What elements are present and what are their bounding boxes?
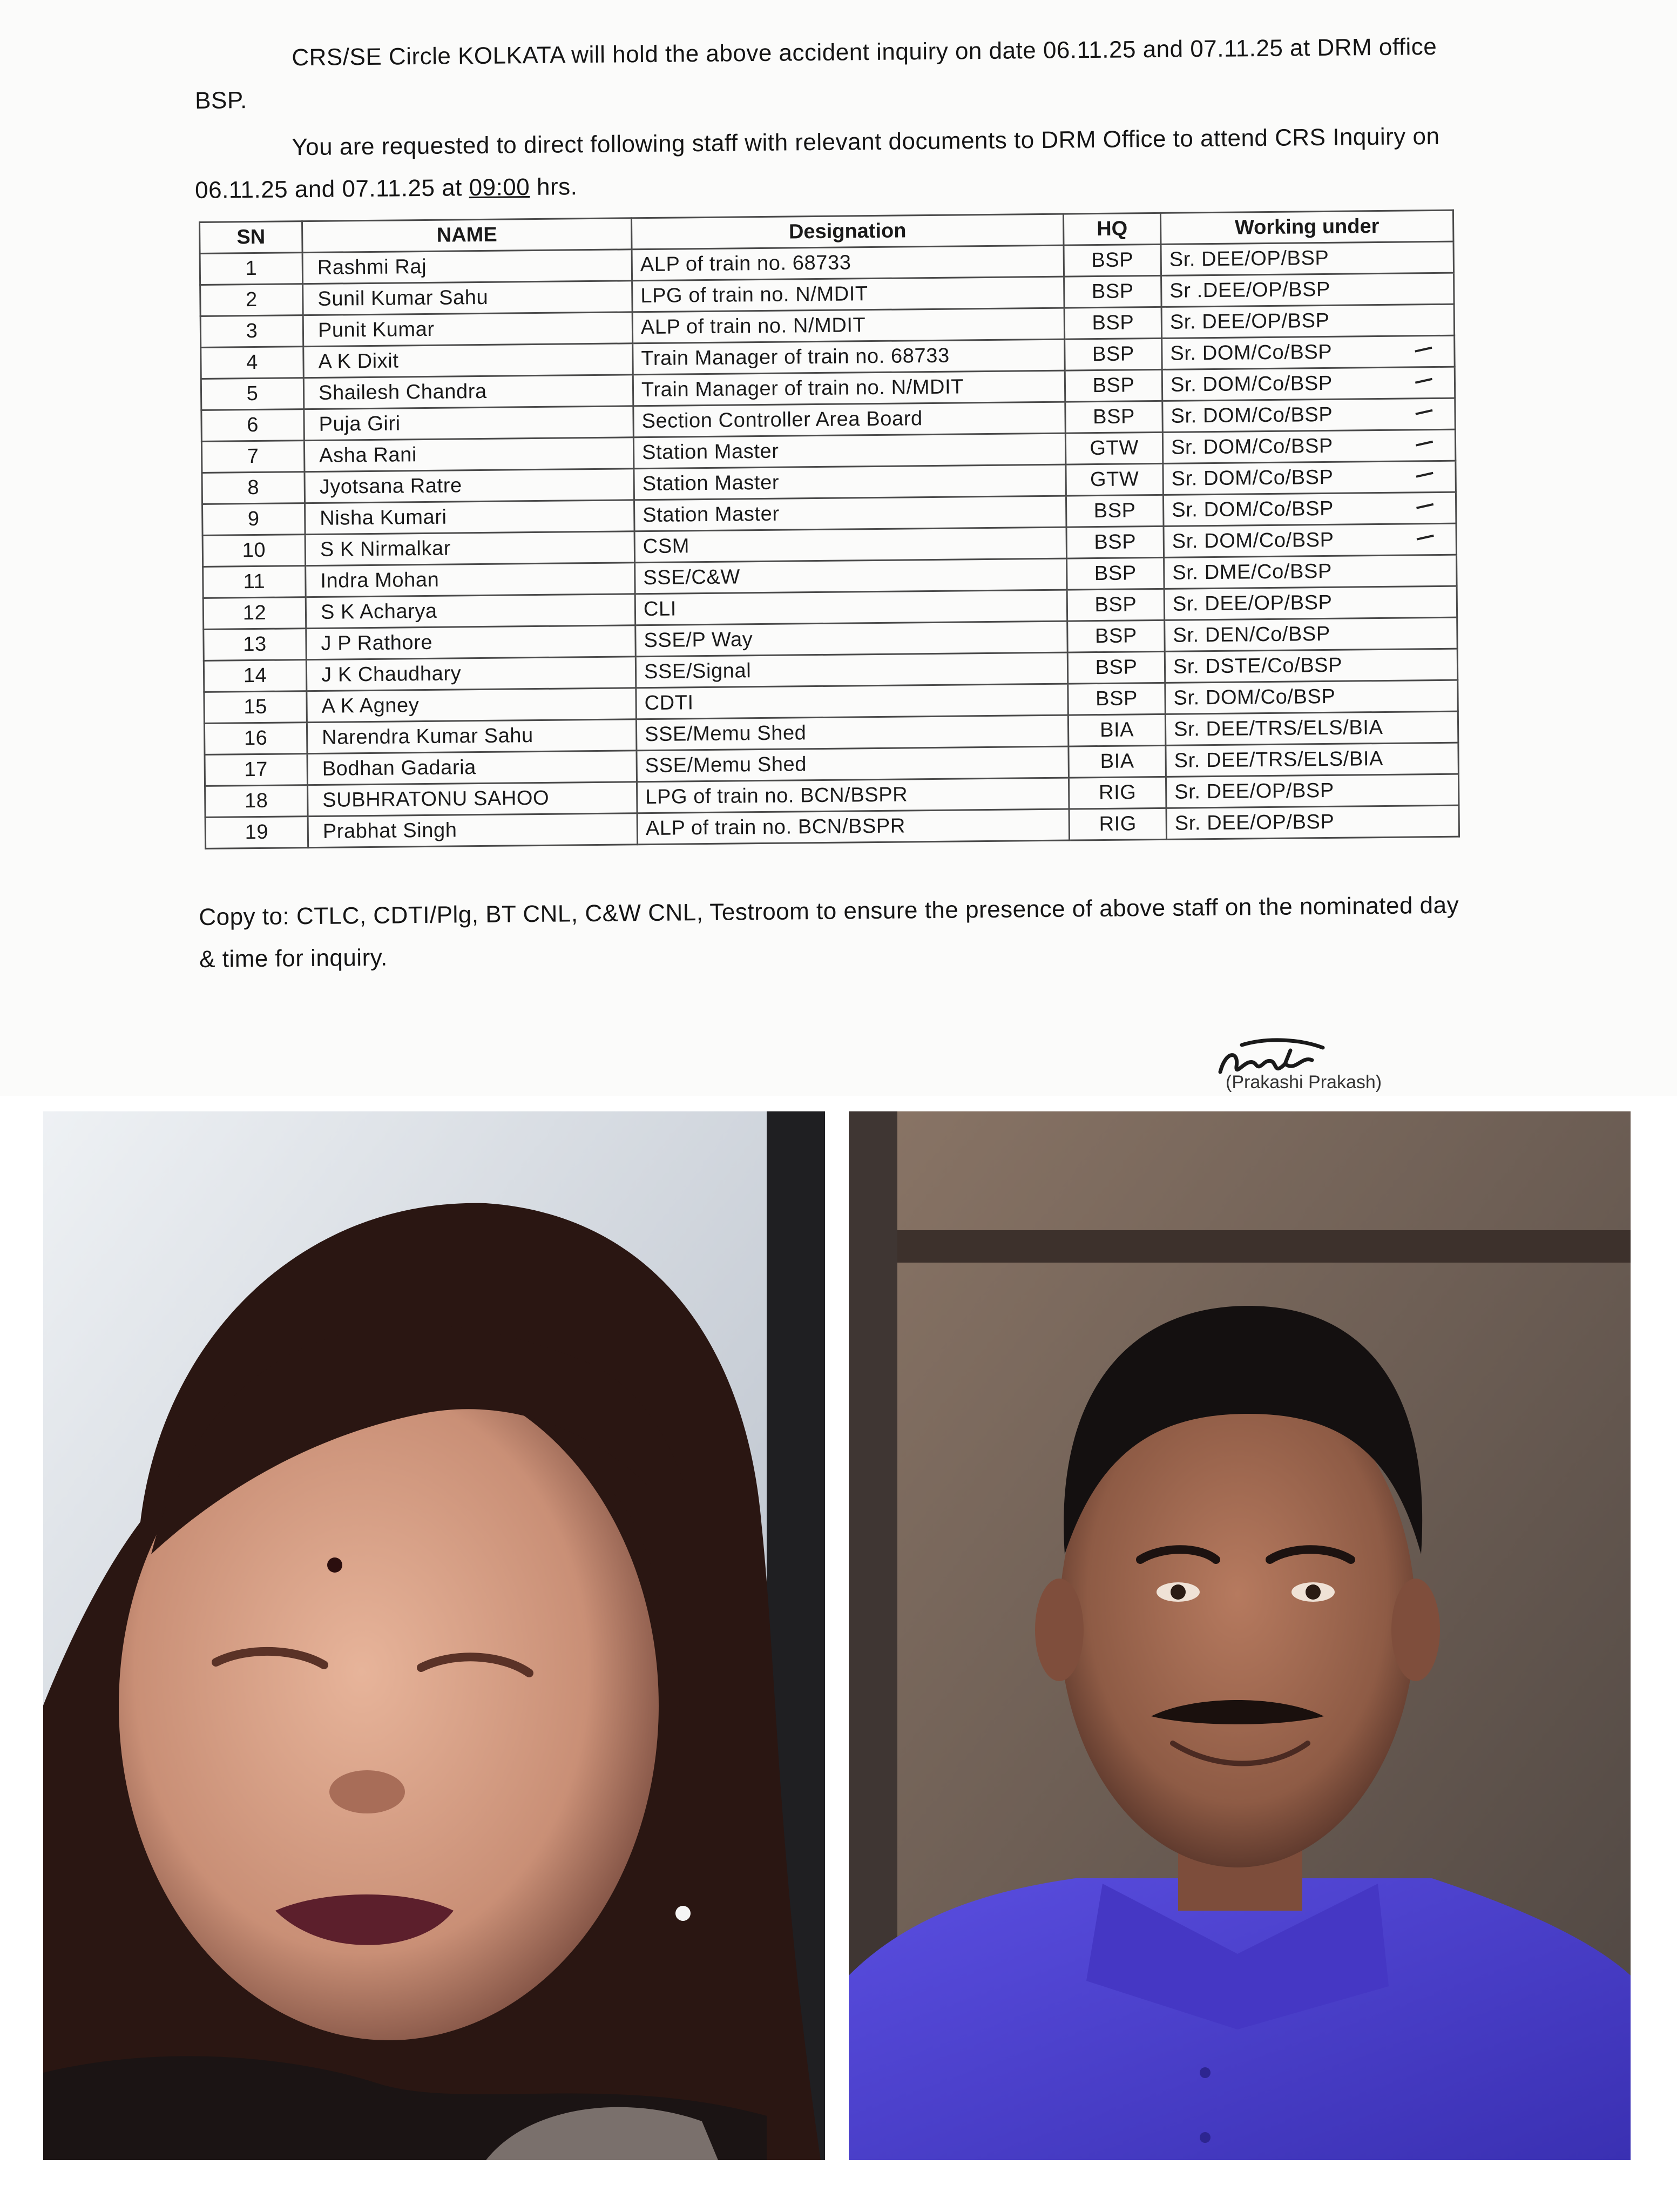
cell-hq: BSP xyxy=(1068,683,1166,715)
cell-name: J K Chaudhary xyxy=(306,657,636,691)
cell-hq: BSP xyxy=(1067,651,1165,684)
cell-working-under: Sr. DEE/OP/BSP xyxy=(1166,774,1459,808)
cell-designation: SSE/C&W xyxy=(635,558,1067,594)
cell-name: Asha Rani xyxy=(304,437,634,472)
cell-sn: 8 xyxy=(202,472,305,504)
cell-name: J P Rathore xyxy=(306,625,636,660)
cell-name: Narendra Kumar Sahu xyxy=(307,719,637,754)
cell-name: Shailesh Chandra xyxy=(303,375,633,409)
cell-sn: 2 xyxy=(200,284,303,316)
cell-hq: BSP xyxy=(1066,495,1164,527)
tick-mark-icon xyxy=(1415,347,1432,353)
cell-name: Prabhat Singh xyxy=(308,813,638,848)
cell-name: S K Nirmalkar xyxy=(305,531,635,566)
cell-working-under: Sr. DOM/Co/BSP xyxy=(1162,335,1455,369)
cell-name: SUBHRATONU SAHOO xyxy=(308,782,638,817)
copy-to-paragraph xyxy=(199,884,1473,981)
cell-sn: 7 xyxy=(201,441,305,473)
cell-sn: 18 xyxy=(205,785,308,818)
cell-sn: 11 xyxy=(203,566,306,598)
cell-designation: Train Manager of train no. 68733 xyxy=(633,339,1065,375)
cell-sn: 14 xyxy=(204,660,307,692)
man-portrait-photo xyxy=(849,1111,1631,2160)
cell-name: Nisha Kumari xyxy=(305,500,635,535)
cell-designation: ALP of train no. 68733 xyxy=(632,245,1064,281)
scanned-letter xyxy=(0,0,1677,1096)
header-name: NAME xyxy=(302,218,632,253)
cell-hq: BSP xyxy=(1067,589,1165,621)
copy-to-text: Copy to: CTLC, CDTI/Plg, BT CNL, C&W CNL, Testroom to ensure the presence of above staff on the nominated day & time for inquiry. xyxy=(199,892,1459,973)
header-sn: SN xyxy=(200,221,303,254)
cell-working-under: Sr .DEE/OP/BSP xyxy=(1161,273,1455,307)
cell-sn: 15 xyxy=(204,691,307,724)
cell-designation: LPG of train no. BCN/BSPR xyxy=(637,778,1069,813)
cell-name: Indra Mohan xyxy=(306,563,635,597)
cell-sn: 12 xyxy=(203,597,306,630)
cell-designation: SSE/Signal xyxy=(635,652,1068,688)
header-designation: Designation xyxy=(631,214,1064,249)
cell-hq: BSP xyxy=(1065,369,1162,402)
cell-sn: 16 xyxy=(204,723,307,755)
tick-mark-icon xyxy=(1417,535,1434,541)
cell-hq: BSP xyxy=(1064,244,1161,276)
tick-mark-icon xyxy=(1415,409,1432,415)
cell-designation: Section Controller Area Board xyxy=(633,402,1066,437)
cell-hq: RIG xyxy=(1069,777,1166,809)
cell-working-under: Sr. DOM/Co/BSP xyxy=(1162,398,1456,432)
inquiry-notice-text: CRS/SE Circle KOLKATA will hold the above accident inquiry on date 06.11.25 and 07.11.25 at DRM office BSP. xyxy=(194,33,1437,114)
tick-mark-icon xyxy=(1415,378,1432,384)
cell-hq: BSP xyxy=(1066,526,1164,558)
cell-name: Jyotsana Ratre xyxy=(305,469,634,503)
cell-name: Puja Giri xyxy=(304,406,634,441)
cell-sn: 19 xyxy=(205,817,308,849)
cell-working-under: Sr. DEE/TRS/ELS/BIA xyxy=(1166,743,1459,777)
cell-sn: 13 xyxy=(204,629,307,661)
woman-portrait-photo xyxy=(43,1111,825,2160)
cell-name: Punit Kumar xyxy=(303,312,633,347)
staff-table-body xyxy=(200,241,1459,848)
signature-caption: (Prakashi Prakash) xyxy=(1226,1072,1382,1092)
cell-working-under: Sr. DEE/OP/BSP xyxy=(1161,241,1454,275)
cell-sn: 6 xyxy=(201,409,305,442)
cell-designation: SSE/P Way xyxy=(635,621,1068,657)
cell-designation: Station Master xyxy=(633,433,1066,469)
staff-request-suffix: hrs. xyxy=(529,173,578,201)
cell-name: Sunil Kumar Sahu xyxy=(303,281,633,315)
cell-working-under: Sr. DOM/Co/BSP xyxy=(1165,680,1458,714)
tick-mark-icon xyxy=(1416,441,1433,447)
cell-hq: BSP xyxy=(1064,275,1162,308)
cell-hq: BSP xyxy=(1064,307,1162,339)
cell-name: S K Acharya xyxy=(306,594,635,629)
cell-name: Rashmi Raj xyxy=(302,249,632,284)
cell-designation: Station Master xyxy=(634,464,1066,500)
tick-mark-icon xyxy=(1416,503,1433,509)
cell-sn: 4 xyxy=(201,347,304,379)
cell-designation: CSM xyxy=(634,527,1067,563)
cell-designation: Station Master xyxy=(634,496,1066,531)
cell-sn: 3 xyxy=(200,315,303,348)
cell-designation: SSE/Memu Shed xyxy=(637,746,1069,782)
cell-hq: BSP xyxy=(1065,401,1163,433)
cell-hq: BIA xyxy=(1069,745,1166,778)
cell-name: A K Agney xyxy=(307,688,637,723)
cell-designation: CDTI xyxy=(636,684,1069,719)
cell-hq: RIG xyxy=(1069,808,1167,840)
cell-name: Bodhan Gadaria xyxy=(307,751,637,785)
cell-sn: 10 xyxy=(202,535,306,567)
cell-sn: 1 xyxy=(200,253,303,285)
cell-working-under: Sr. DEE/OP/BSP xyxy=(1161,304,1455,338)
cell-designation: SSE/Memu Shed xyxy=(636,715,1069,751)
cell-designation: ALP of train no. BCN/BSPR xyxy=(637,809,1070,845)
cell-hq: BSP xyxy=(1065,338,1162,370)
cell-working-under: Sr. DSTE/Co/BSP xyxy=(1165,649,1458,683)
tick-mark-icon xyxy=(1416,472,1433,478)
cell-working-under: Sr. DOM/Co/BSP xyxy=(1162,429,1456,463)
staff-request-paragraph xyxy=(194,115,1469,212)
cell-hq: BSP xyxy=(1067,620,1165,652)
cell-working-under: Sr. DME/Co/BSP xyxy=(1164,555,1457,589)
cell-designation: Train Manager of train no. N/MDIT xyxy=(633,370,1065,406)
cell-sn: 5 xyxy=(201,378,304,410)
cell-working-under: Sr. DOM/Co/BSP xyxy=(1164,523,1457,557)
cell-working-under: Sr. DOM/Co/BSP xyxy=(1163,492,1456,526)
cell-sn: 17 xyxy=(205,754,308,786)
cell-sn: 9 xyxy=(202,503,306,536)
staff-list-table xyxy=(199,210,1460,849)
cell-name: A K Dixit xyxy=(303,343,633,378)
header-hq: HQ xyxy=(1063,213,1161,245)
cell-designation: LPG of train no. N/MDIT xyxy=(632,276,1065,312)
cell-working-under: Sr. DOM/Co/BSP xyxy=(1163,461,1456,495)
cell-working-under: Sr. DEE/OP/BSP xyxy=(1164,586,1457,620)
cell-working-under: Sr. DEE/OP/BSP xyxy=(1166,805,1459,839)
cell-working-under: Sr. DEE/TRS/ELS/BIA xyxy=(1165,711,1458,745)
header-working-under: Working under xyxy=(1160,210,1453,244)
cell-hq: BIA xyxy=(1068,714,1166,746)
cell-designation: ALP of train no. N/MDIT xyxy=(632,308,1065,343)
cell-working-under: Sr. DOM/Co/BSP xyxy=(1162,367,1455,401)
cell-designation: CLI xyxy=(635,590,1067,625)
cell-working-under: Sr. DEN/Co/BSP xyxy=(1165,617,1458,651)
cell-hq: GTW xyxy=(1065,432,1163,464)
inquiry-time: 09:00 xyxy=(469,174,530,201)
cell-hq: BSP xyxy=(1067,557,1165,590)
inquiry-notice-paragraph xyxy=(194,25,1469,122)
cell-hq: GTW xyxy=(1066,463,1164,496)
staff-request-text: You are requested to direct following staff with relevant documents to DRM Office to attend CRS Inquiry on 06.11.25 and 07.11.25 at xyxy=(194,123,1440,204)
